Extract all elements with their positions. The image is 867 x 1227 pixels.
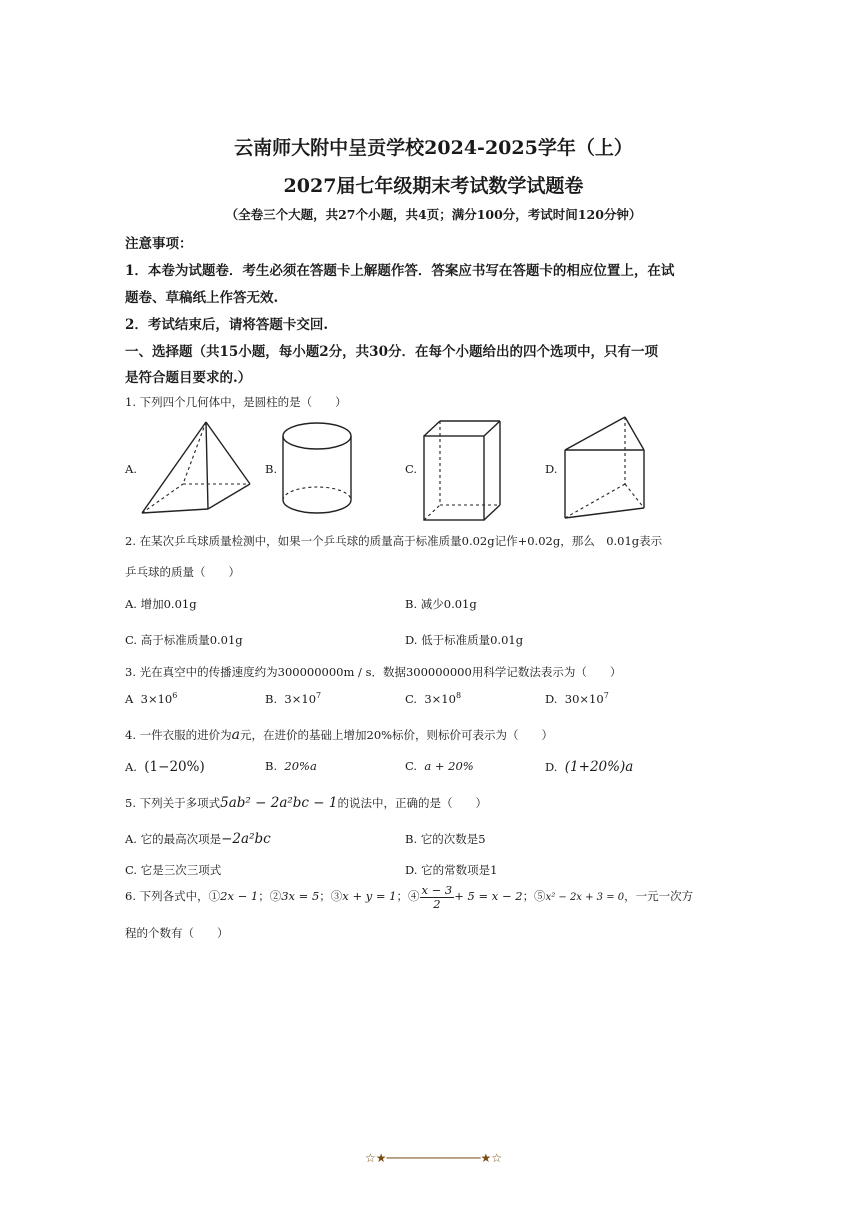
q1-option-b: B. xyxy=(265,462,278,476)
q3-stem: 3. 光在真空中的传播速度约为300000000m / s．数据300000000用科学记数法表示为（ ） xyxy=(125,665,622,679)
q4-option-b: B. 20%a xyxy=(265,759,317,773)
q5-option-d: D. 它的常数项是1 xyxy=(405,863,498,877)
q6-stem-line1: 6. 下列各式中，①2x − 1；②3x = 5；③x + y = 1；④ $\frac{x - 3}{2}$ + 5 = x − 2；⑤x² − 2x + 3 = 0，一元一次方 xyxy=(125,883,694,911)
cuboid-icon xyxy=(420,418,504,524)
notice-item1-line2: 题卷、草稿纸上作答无效. xyxy=(125,290,279,306)
q2-stem-line1: 2. 在某次乒乓球质量检测中，如果一个乒乓球的质量高于标准质量0.02g记作+0.02g，那么 0.01g表示 xyxy=(125,534,663,548)
q2-option-c: C. 高于标准质量0.01g xyxy=(125,633,243,647)
q2-option-a: A. 增加0.01g xyxy=(125,597,197,611)
q5-option-c: C. 它是三次三项式 xyxy=(125,863,222,877)
q3-option-d: D. $30\times 10^7$ xyxy=(545,691,609,706)
q2-stem-line2: 乒乓球的质量（ ） xyxy=(125,565,240,579)
title-line2: 2027届七年级期末考试数学试题卷 xyxy=(283,175,584,197)
notice-heading: 注意事项： xyxy=(125,236,193,252)
title-line1: 云南师大附中呈贡学校2024-2025学年（上） xyxy=(234,137,633,159)
section1-line1: 一、选择题（共15小题，每小题2分，共30分．在每个小题给出的四个选项中，只有一项 xyxy=(125,344,658,360)
q4-option-a: A. (1−20%) xyxy=(125,759,205,775)
q2-option-d: D. 低于标准质量0.01g xyxy=(405,633,524,647)
q5-option-b: B. 它的次数是5 xyxy=(405,832,486,846)
q2-option-b: B. 减少0.01g xyxy=(405,597,477,611)
q4-option-d: D. (1+20%)a xyxy=(545,759,634,775)
q5-stem: 5. 下列关于多项式5ab² − 2a²bc − 1的说法中，正确的是（ ） xyxy=(125,795,487,811)
triangular-prism-icon xyxy=(560,412,650,522)
q1-stem: 1. 下列四个几何体中，是圆柱的是（ ） xyxy=(125,395,347,409)
q5-option-a: A. 它的最高次项是−2a²bc xyxy=(125,831,271,847)
pyramid-icon xyxy=(138,418,258,518)
q4-option-c: C. a + 20% xyxy=(405,759,474,773)
q1-option-a: A. xyxy=(125,462,137,476)
section1-line2: 是符合题目要求的.） xyxy=(125,370,252,386)
q3-option-c: C. $3\times 10^8$ xyxy=(405,691,462,706)
q3-option-b: B. $3\times 10^7$ xyxy=(265,691,322,706)
notice-item1-line1: 1．本卷为试题卷．考生必须在答题卡上解题作答．答案应书写在答题卡的相应位置上，在试 xyxy=(125,263,675,279)
q3-option-a: A $3\times 10^6$ xyxy=(125,691,178,706)
notice-item2: 2．考试结束后，请将答题卡交回. xyxy=(125,317,329,333)
page-footer-ornament: ☆★─────────────★☆ xyxy=(365,1151,502,1165)
q1-option-d: D. xyxy=(545,462,558,476)
cylinder-icon xyxy=(280,420,354,520)
q6-fraction: $\frac{x - 3}{2}$ xyxy=(421,883,453,911)
q1-option-c: C. xyxy=(405,462,418,476)
q6-stem-line2: 程的个数有（ ） xyxy=(125,926,229,940)
q4-stem: 4. 一件衣服的进价为a元，在进价的基础上增加20%标价，则标价可表示为（ ） xyxy=(125,727,554,743)
subtitle: （全卷三个大题，共27个小题，共4页；满分100分，考试时间120分钟） xyxy=(225,207,642,222)
